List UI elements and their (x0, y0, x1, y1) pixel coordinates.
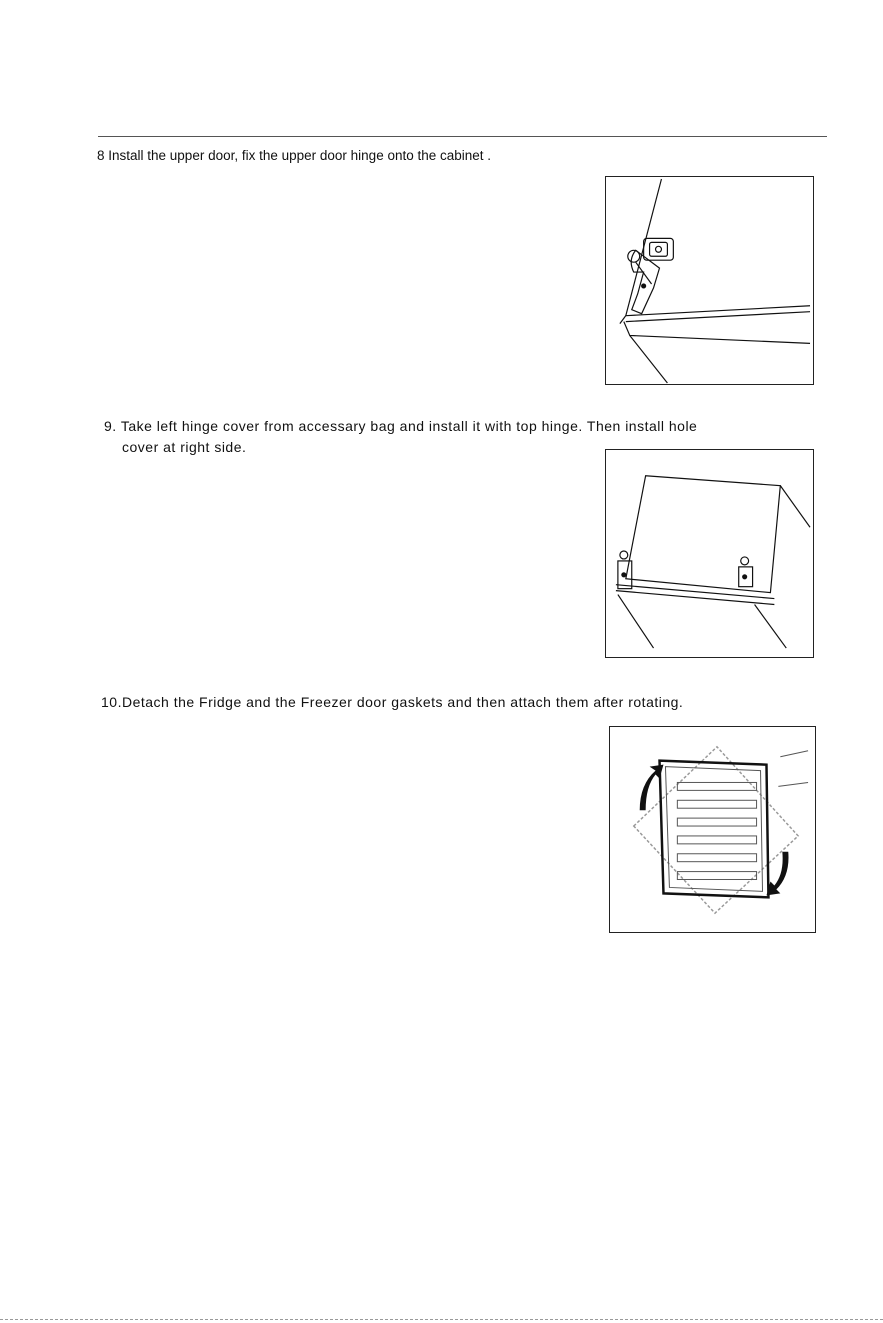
door-gasket-rotation-illustration (609, 726, 816, 933)
top-rule (98, 136, 827, 137)
bottom-dashed-rule (0, 1319, 883, 1320)
upper-door-hinge-illustration (605, 176, 814, 385)
step-8-text: 8 Install the upper door, fix the upper door hinge onto the cabinet . (97, 148, 492, 163)
step-9-text-line2: cover at right side. (122, 439, 247, 455)
step-9-text-line1: 9. Take left hinge cover from accessary bag and install it with top hinge. Then install hole (104, 418, 698, 434)
step-10-text: 10.Detach the Fridge and the Freezer door gaskets and then attach them after rotating. (101, 694, 684, 710)
hinge-cover-illustration (605, 449, 814, 658)
